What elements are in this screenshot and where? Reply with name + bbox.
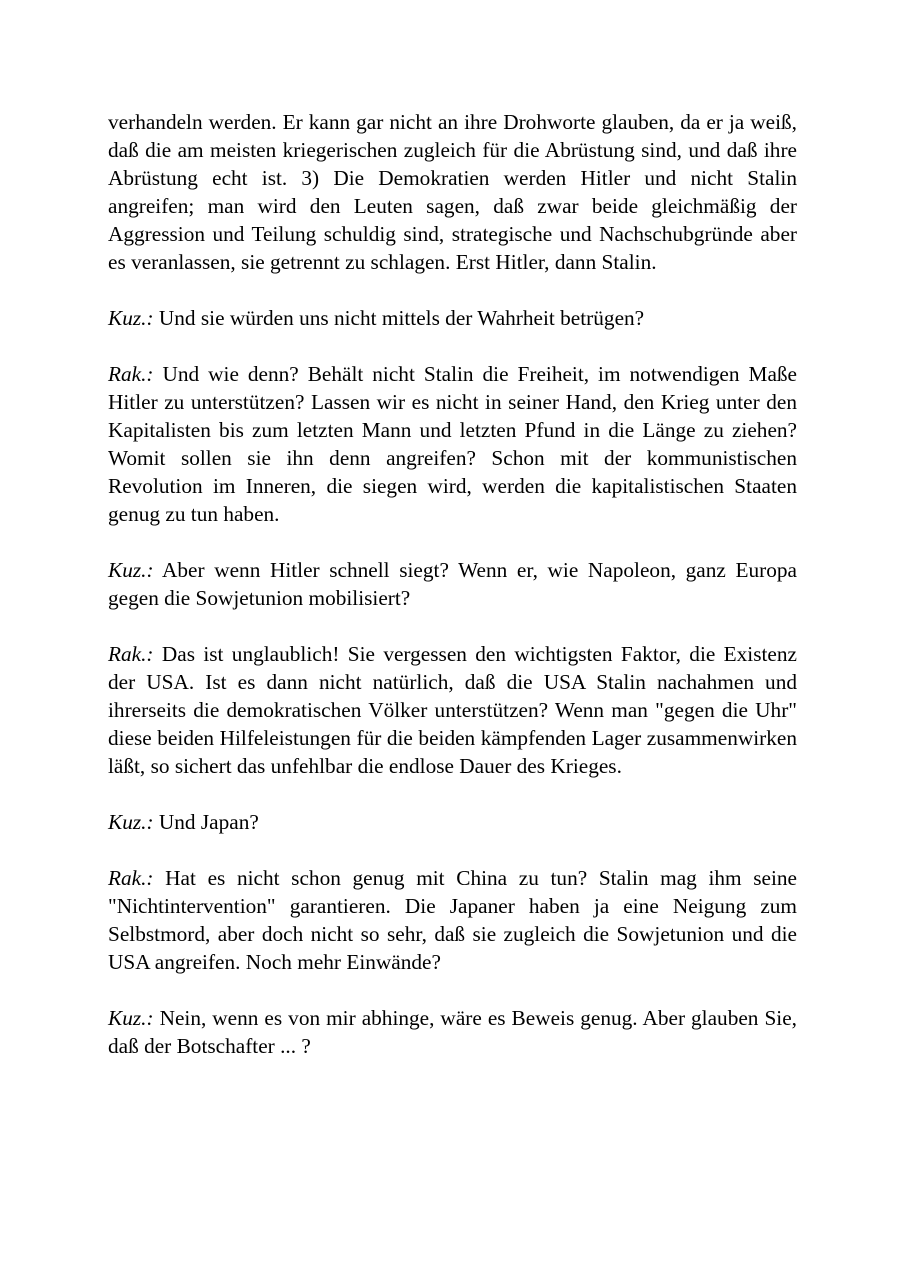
speaker-label: Kuz.: bbox=[108, 558, 154, 582]
dialogue-paragraph bbox=[108, 640, 797, 780]
dialogue-paragraph bbox=[108, 864, 797, 976]
paragraph-continuation bbox=[108, 108, 797, 276]
dialogue-paragraph bbox=[108, 360, 797, 528]
paragraph-text: Und wie denn? Behält nicht Stalin die Freiheit, im notwendigen Maße Hitler zu unterstützen? Lassen wir es nicht in seiner Hand, den Krieg unter den Kapitalisten bis zum letzten Mann und letzten Pfund in die Länge zu ziehen? Womit sollen sie ihn denn angreifen? Schon mit der kommunistischen Revolution im Inneren, die siegen wird, werden die kapitalistischen Staaten genug zu tun haben. bbox=[108, 362, 797, 526]
paragraph-text: verhandeln werden. Er kann gar nicht an ihre Drohworte glauben, da er ja weiß, daß die am meisten kriegerischen zugleich für die Abrüstung sind, und daß ihre Abrüstung echt ist. 3) Die Demokratien werden Hitler und nicht Stalin angreifen; man wird den Leuten sagen, daß zwar beide gleichmäßig der Aggression und Teilung schuldig sind, strategische und Nachschubgründe aber es veranlassen, sie getrennt zu schlagen. Erst Hitler, dann Stalin. bbox=[108, 110, 797, 274]
paragraph-text: Und sie würden uns nicht mittels der Wahrheit betrügen? bbox=[153, 306, 645, 330]
document-page bbox=[108, 108, 797, 1088]
speaker-label: Kuz.: bbox=[108, 306, 154, 330]
paragraph-text: Das ist unglaublich! Sie vergessen den wichtigsten Faktor, die Existenz der USA. Ist es dann nicht natürlich, daß die USA Stalin nachahmen und ihrerseits die demokratischen Völker unterstützen? Wenn man "gegen die Uhr" diese beiden Hilfeleistungen für die beiden kämpfenden Lager zusammenwirken läßt, so sichert das unfehlbar die endlose Dauer des Krieges. bbox=[108, 642, 797, 778]
paragraph-text: Hat es nicht schon genug mit China zu tun? Stalin mag ihm seine "Nichtintervention" garantieren. Die Japaner haben ja eine Neigung zum Selbstmord, aber doch nicht so sehr, daß sie zugleich die Sowjetunion und die USA angreifen. Noch mehr Einwände? bbox=[108, 866, 797, 974]
dialogue-paragraph bbox=[108, 556, 797, 612]
speaker-label: Rak.: bbox=[108, 866, 154, 890]
dialogue-paragraph bbox=[108, 808, 797, 836]
speaker-label: Rak.: bbox=[108, 642, 154, 666]
speaker-label: Kuz.: bbox=[108, 810, 154, 834]
dialogue-paragraph bbox=[108, 304, 797, 332]
speaker-label: Kuz.: bbox=[108, 1006, 154, 1030]
dialogue-paragraph bbox=[108, 1004, 797, 1060]
paragraph-text: Aber wenn Hitler schnell siegt? Wenn er, wie Napoleon, ganz Europa gegen die Sowjetunion mobilisiert? bbox=[108, 558, 797, 610]
paragraph-text: Und Japan? bbox=[153, 810, 259, 834]
speaker-label: Rak.: bbox=[108, 362, 154, 386]
paragraph-text: Nein, wenn es von mir abhinge, wäre es Beweis genug. Aber glauben Sie, daß der Botschafter ... ? bbox=[108, 1006, 797, 1058]
